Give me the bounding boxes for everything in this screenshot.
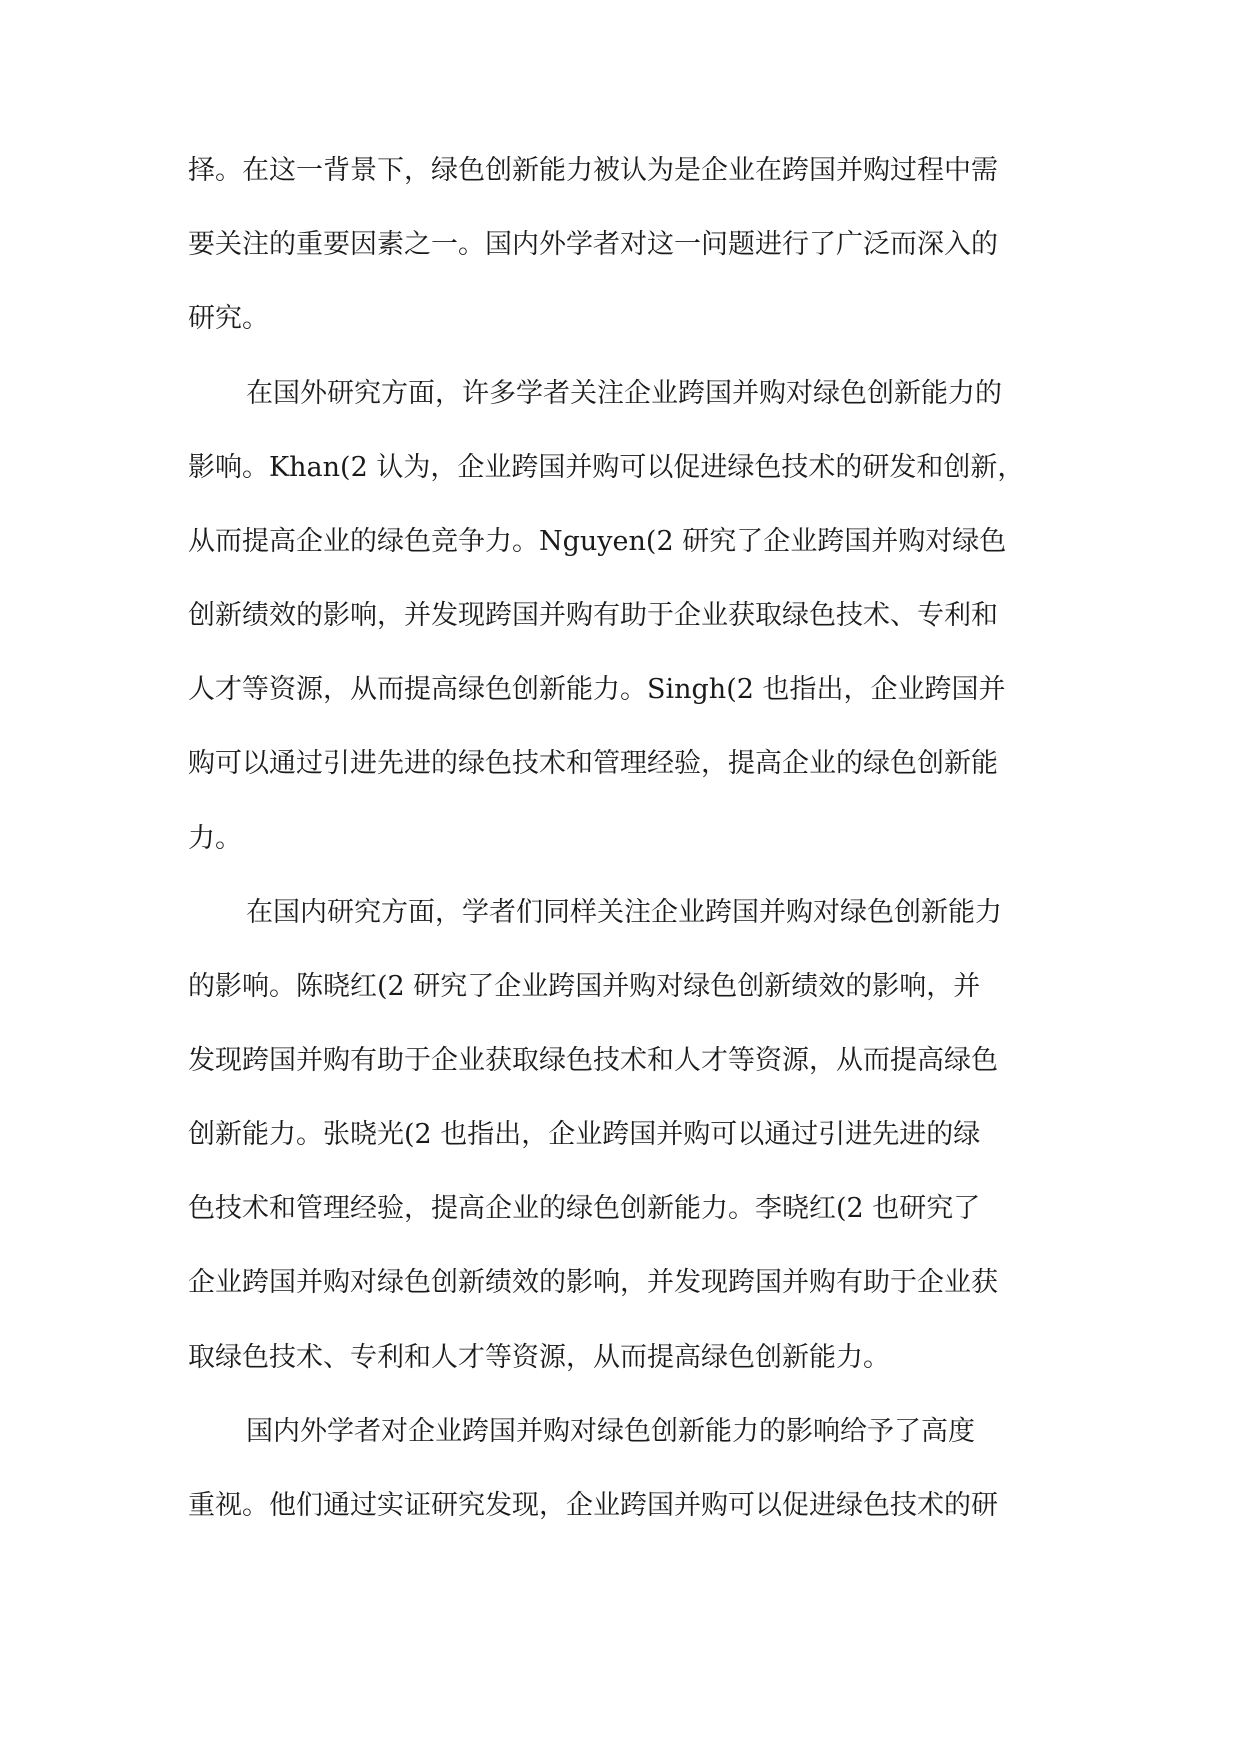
- text-line: 的影响。陈晓红(2 研究了企业跨国并购对绿色创新绩效的影响，并: [188, 971, 981, 1002]
- text-line: 力。: [188, 823, 242, 854]
- paragraph-first-line: 在国内研究方面，学者们同样关注企业跨国并购对绿色创新能力: [246, 897, 1002, 928]
- text-line: 创新能力。张晓光(2 也指出，企业跨国并购可以通过引进先进的绿: [188, 1119, 981, 1150]
- text-line: 从而提高企业的绿色竞争力。Nguyen(2 研究了企业跨国并购对绿色: [188, 526, 1007, 557]
- text-line: 色技术和管理经验，提高企业的绿色创新能力。李晓红(2 也研究了: [188, 1193, 981, 1224]
- text-line: 择。在这一背景下，绿色创新能力被认为是企业在跨国并购过程中需: [188, 155, 998, 186]
- text-line: 购可以通过引进先进的绿色技术和管理经验，提高企业的绿色创新能: [188, 748, 998, 779]
- text-line: 发现跨国并购有助于企业获取绿色技术和人才等资源，从而提高绿色: [188, 1045, 998, 1076]
- text-line: 重视。他们通过实证研究发现，企业跨国并购可以促进绿色技术的研: [188, 1490, 998, 1521]
- paragraph-first-line: 在国外研究方面，许多学者关注企业跨国并购对绿色创新能力的: [246, 378, 1002, 409]
- text-line: 影响。Khan(2 认为，企业跨国并购可以促进绿色技术的研发和创新，: [188, 452, 1025, 483]
- text-line: 要关注的重要因素之一。国内外学者对这一问题进行了广泛而深入的: [188, 229, 998, 260]
- text-line: 创新绩效的影响，并发现跨国并购有助于企业获取绿色技术、专利和: [188, 600, 998, 631]
- paragraph-first-line: 国内外学者对企业跨国并购对绿色创新能力的影响给予了高度: [246, 1416, 975, 1447]
- text-line: 研究。: [188, 303, 269, 334]
- text-line: 取绿色技术、专利和人才等资源，从而提高绿色创新能力。: [188, 1342, 890, 1373]
- text-line: 企业跨国并购对绿色创新绩效的影响，并发现跨国并购有助于企业获: [188, 1267, 998, 1298]
- text-line: 人才等资源，从而提高绿色创新能力。Singh(2 也指出，企业跨国并: [188, 674, 1006, 705]
